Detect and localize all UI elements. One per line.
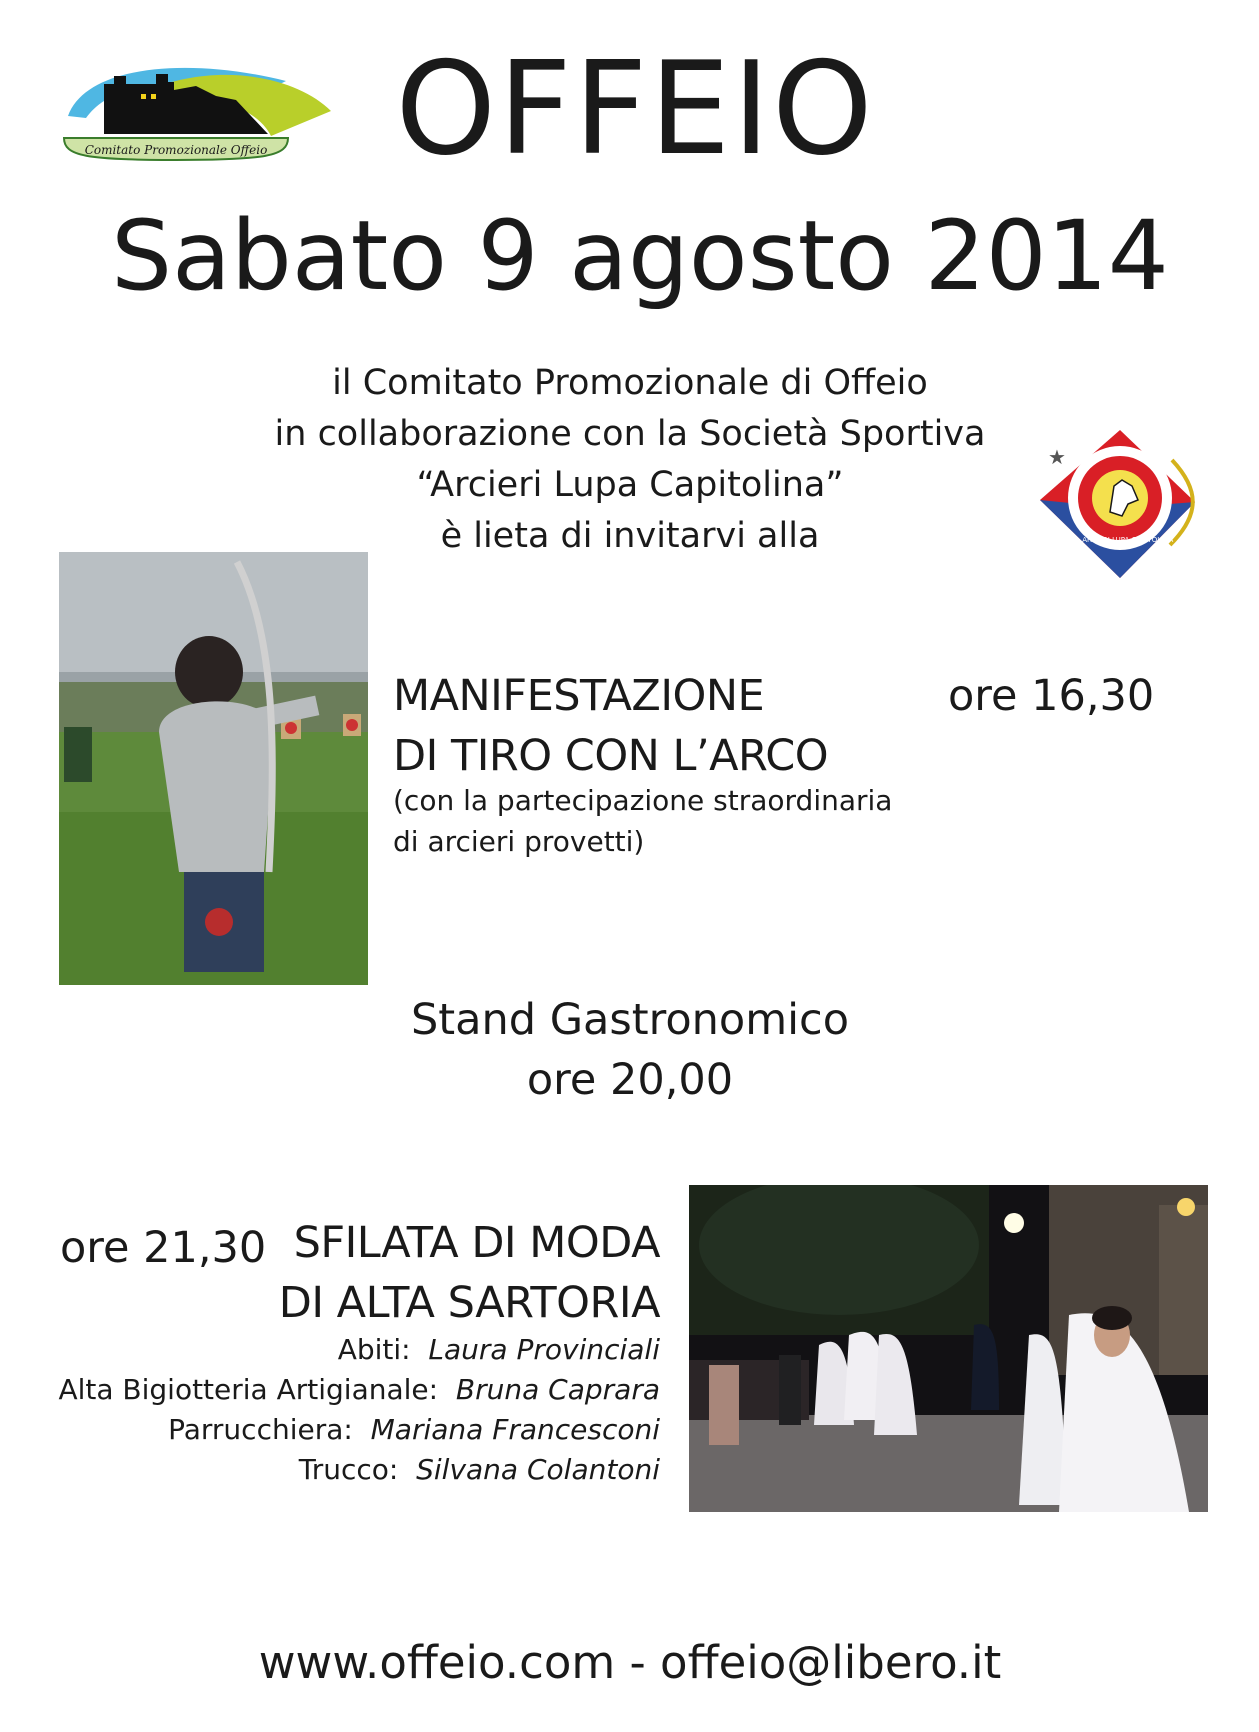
credit-name: Mariana Francesconi	[370, 1413, 660, 1446]
intro-line: è lieta di invitarvi alla	[440, 516, 820, 556]
archery-title	[393, 666, 828, 786]
archery-photo	[59, 552, 368, 985]
svg-text:Comitato Promozionale Offeio: Comitato Promozionale Offeio	[84, 143, 268, 157]
stand-title: Stand Gastronomico	[410, 995, 850, 1045]
wolf-emblem-icon	[1030, 420, 1205, 590]
fashion-time: ore 21,30	[60, 1223, 267, 1273]
comitato-logo	[56, 56, 336, 181]
intro-line: in collaborazione con la Società Sportiva	[274, 414, 986, 454]
archery-note-line: (con la partecipazione straordinaria	[393, 784, 893, 817]
svg-text:S.S. ARCIERI LUPA CAPITOLINA: S.S. ARCIERI LUPA CAPITOLINA	[1066, 536, 1174, 544]
credit-row	[40, 1330, 660, 1370]
footer-contacts: www.offeio.com - offeio@libero.it	[258, 1636, 1002, 1689]
archery-title-line: MANIFESTAZIONE	[393, 671, 765, 721]
archery-note-line: di arcieri provetti)	[393, 825, 645, 858]
credit-name: Bruna Caprara	[455, 1373, 660, 1406]
intro-line: “Arcieri Lupa Capitolina”	[416, 465, 844, 505]
intro-text	[230, 358, 1030, 562]
fashion-title	[240, 1213, 660, 1333]
credit-role: Abiti:	[337, 1333, 411, 1366]
credit-name: Silvana Colantoni	[416, 1453, 660, 1486]
castle-logo-icon	[56, 56, 336, 181]
fashion-credits	[40, 1330, 660, 1490]
credit-role: Alta Bigiotteria Artigianale:	[58, 1373, 439, 1406]
credit-row	[40, 1450, 660, 1490]
credit-row	[40, 1370, 660, 1410]
arcieri-logo	[1030, 420, 1205, 590]
archery-title-line: DI TIRO CON L’ARCO	[393, 731, 829, 781]
intro-line: il Comitato Promozionale di Offeio	[332, 363, 928, 403]
svg-text:★: ★	[1048, 445, 1066, 469]
event-date: Sabato 9 agosto 2014	[111, 200, 1169, 312]
fashion-title-line: SFILATA DI MODA	[293, 1218, 660, 1268]
credit-role: Parrucchiera:	[168, 1413, 353, 1446]
credit-row	[40, 1410, 660, 1450]
credit-role: Trucco:	[298, 1453, 399, 1486]
credit-name: Laura Provinciali	[428, 1333, 660, 1366]
stand-gastronomico	[330, 990, 930, 1110]
fashion-title-line: DI ALTA SARTORIA	[278, 1278, 660, 1328]
archery-time: ore 16,30	[948, 671, 1155, 721]
fashion-photo	[689, 1185, 1208, 1512]
page-title: OFFEIO	[395, 35, 875, 184]
stand-time: ore 20,00	[526, 1055, 734, 1105]
archery-note	[393, 780, 892, 862]
